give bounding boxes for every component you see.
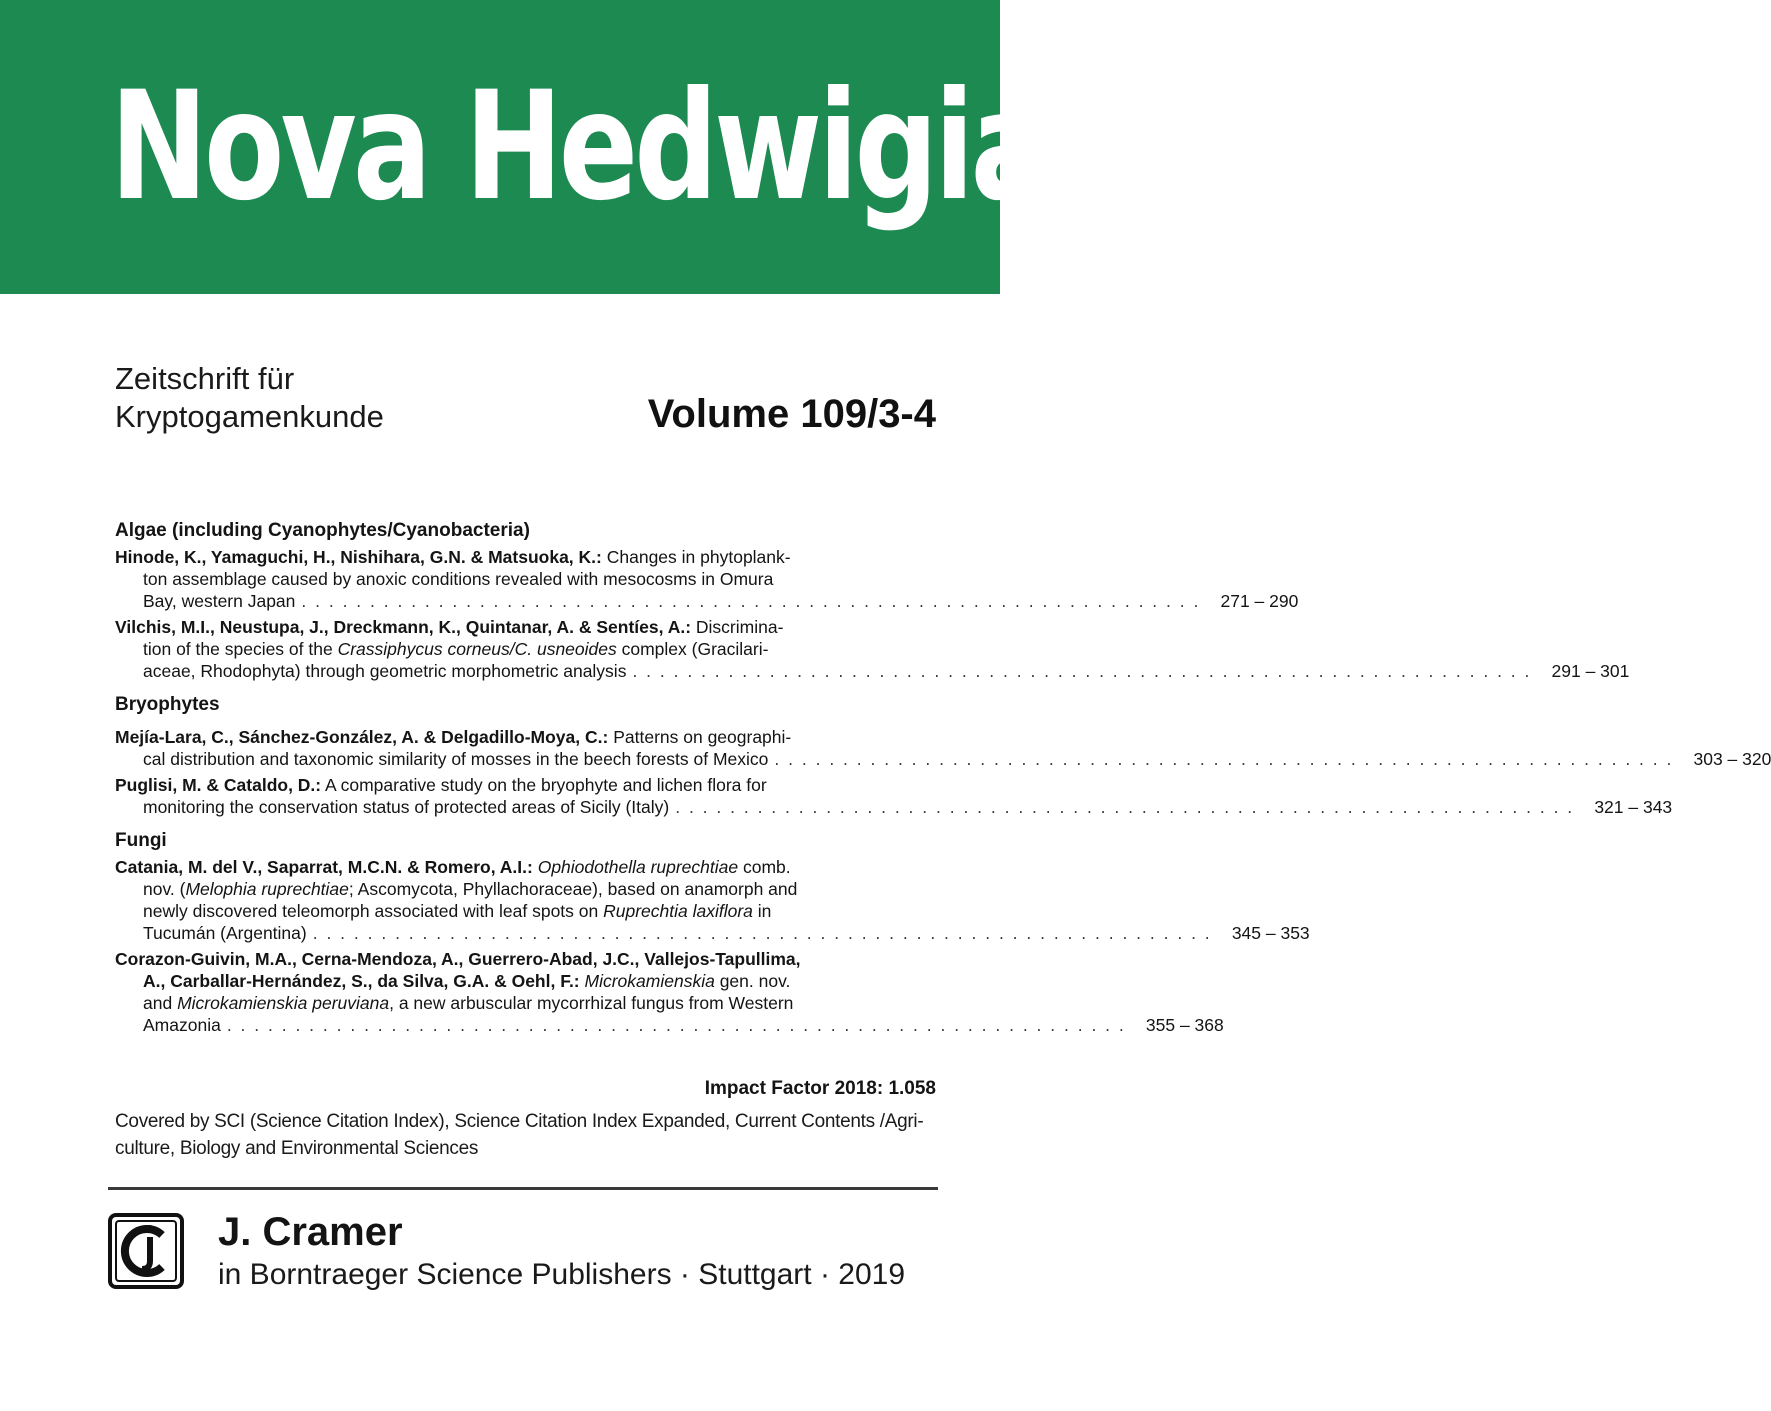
entry-title-cont: complex (Gracilari- (616, 639, 769, 659)
section-algae (115, 518, 1630, 682)
title-banner (0, 0, 1046, 294)
section-fungi (115, 828, 1310, 1036)
entry-title-end: Bay, western Japan (143, 591, 296, 611)
entry-title-cont: tion of the species of the (143, 639, 338, 659)
entry-title-italic: Ruprechtia laxiflora (603, 901, 753, 921)
toc-entry (115, 726, 1771, 770)
entry-title: Patterns on geographi- (613, 727, 792, 747)
entry-title-italic: Microkamienskia peruviana (177, 993, 390, 1013)
entry-authors: A., Carballar-Hernández, S., da Silva, G.A. & Oehl, F.: (143, 971, 580, 991)
coverage-line-1: Covered by SCI (Science Citation Index), Science Citation Index Expanded, Current Contents /Agri- (115, 1111, 924, 1132)
entry-authors: Hinode, K., Yamaguchi, H., Nishihara, G.N. & Matsuoka, K.: (115, 547, 602, 567)
leader-dots: . . . . . . . . . . . . . . . . . . . . . . . . . . . . . . . . . . . . . . . . . . . . . . . . . . . . . . . . . . . . . . . . . . (774, 749, 1674, 769)
leader-dots: . . . . . . . . . . . . . . . . . . . . . . . . . . . . . . . . . . . . . . . . . . . . . . . . . . . . . . . . . . . . . . . . . . (301, 591, 1201, 611)
volume-label: Volume 109/3-4 (647, 392, 936, 436)
entry-title: Discrimina- (695, 617, 784, 637)
subtitle-line-2: Kryptogamenkunde (115, 399, 384, 434)
entry-title: Changes in phytoplank- (606, 547, 791, 567)
publisher-logo-icon (108, 1213, 184, 1289)
entry-title-cont: and (143, 993, 178, 1013)
journal-subtitle (115, 360, 384, 436)
entry-title-italic: Melophia ruprechtiae (185, 879, 349, 899)
toc-entry (115, 774, 1673, 818)
entry-title-cont: in (752, 901, 772, 921)
toc-entry (115, 856, 1310, 944)
entry-authors: Catania, M. del V., Saparrat, M.C.N. & Romero, A.I.: (115, 857, 533, 877)
entry-title-cont: ton assemblage caused by anoxic conditions revealed with mesocosms in Omura (143, 569, 774, 589)
leader-dots: . . . . . . . . . . . . . . . . . . . . . . . . . . . . . . . . . . . . . . . . . . . . . . . . . . . . . . . . . . . . . . . . . . (675, 797, 1575, 817)
entry-title-cont: , a new arbuscular mycorrhizal fungus from Western (389, 993, 794, 1013)
entry-pages: 355 – 368 (1145, 1015, 1224, 1035)
entry-title: A comparative study on the bryophyte and lichen flora for (325, 775, 767, 795)
entry-title-cont: newly discovered teleomorph associated with leaf spots on (143, 901, 604, 921)
entry-title-italic: Microkamienskia (584, 971, 715, 991)
section-bryophytes (115, 692, 1771, 818)
table-of-contents (115, 518, 1771, 1040)
entry-title-end: monitoring the conservation status of protected areas of Sicily (Italy) (143, 797, 670, 817)
entry-title-italic: Ophiodothella ruprechtiae (537, 857, 739, 877)
leader-dots: . . . . . . . . . . . . . . . . . . . . . . . . . . . . . . . . . . . . . . . . . . . . . . . . . . . . . . . . . . . . . . . . . . (226, 1015, 1126, 1035)
toc-entry (115, 616, 1630, 682)
entry-title-cont: gen. nov. (714, 971, 791, 991)
publisher-name: J. Cramer (218, 1210, 403, 1254)
journal-title: Nova Hedwigia (110, 60, 1046, 234)
subtitle-line-1: Zeitschrift für (115, 361, 295, 396)
section-heading: Bryophytes (115, 694, 220, 715)
toc-entry (115, 948, 1224, 1036)
section-heading: Fungi (115, 830, 167, 851)
entry-title-cont: nov. ( (143, 879, 186, 899)
entry-title-italic: Crassiphycus corneus/C. usneoides (337, 639, 617, 659)
impact-factor: Impact Factor 2018: 1.058 (704, 1078, 936, 1099)
entry-title-end: cal distribution and taxonomic similarity of mosses in the beech forests of Mexico (143, 749, 769, 769)
entry-pages: 271 – 290 (1220, 591, 1299, 611)
leader-dots: . . . . . . . . . . . . . . . . . . . . . . . . . . . . . . . . . . . . . . . . . . . . . . . . . . . . . . . . . . . . . . . . . . (312, 923, 1212, 943)
entry-title-end: aceae, Rhodophyta) through geometric morphometric analysis (143, 661, 627, 681)
entry-authors: Corazon-Guivin, M.A., Cerna-Mendoza, A., Guerrero-Abad, J.C., Vallejos-Tapullima, (115, 949, 801, 969)
entry-title: comb. (738, 857, 791, 877)
coverage-note (115, 1108, 937, 1162)
entry-title-end: Tucumán (Argentina) (143, 923, 307, 943)
leader-dots: . . . . . . . . . . . . . . . . . . . . . . . . . . . . . . . . . . . . . . . . . . . . . . . . . . . . . . . . . . . . . . . . . . (632, 661, 1532, 681)
divider (108, 1187, 938, 1190)
entry-pages: 291 – 301 (1551, 661, 1630, 681)
section-heading: Algae (including Cyanophytes/Cyanobacteria) (115, 520, 530, 541)
entry-authors: Vilchis, M.I., Neustupa, J., Dreckmann, K., Quintanar, A. & Sentíes, A.: (115, 617, 692, 637)
entry-pages: 345 – 353 (1231, 923, 1310, 943)
coverage-line-2: culture, Biology and Environmental Sciences (115, 1138, 479, 1159)
entry-pages: 321 – 343 (1594, 797, 1673, 817)
entry-authors: Puglisi, M. & Cataldo, D.: (115, 775, 322, 795)
entry-title-end: Amazonia (143, 1015, 221, 1035)
toc-entry (115, 546, 1299, 612)
entry-pages: 303 – 320 (1693, 749, 1771, 769)
entry-title-cont: ; Ascomycota, Phyllachoraceae), based on anamorph and (348, 879, 798, 899)
publisher-line: in Borntraeger Science Publishers · Stuttgart · 2019 (218, 1258, 906, 1291)
entry-authors: Mejía-Lara, C., Sánchez-González, A. & Delgadillo-Moya, C.: (115, 727, 609, 747)
